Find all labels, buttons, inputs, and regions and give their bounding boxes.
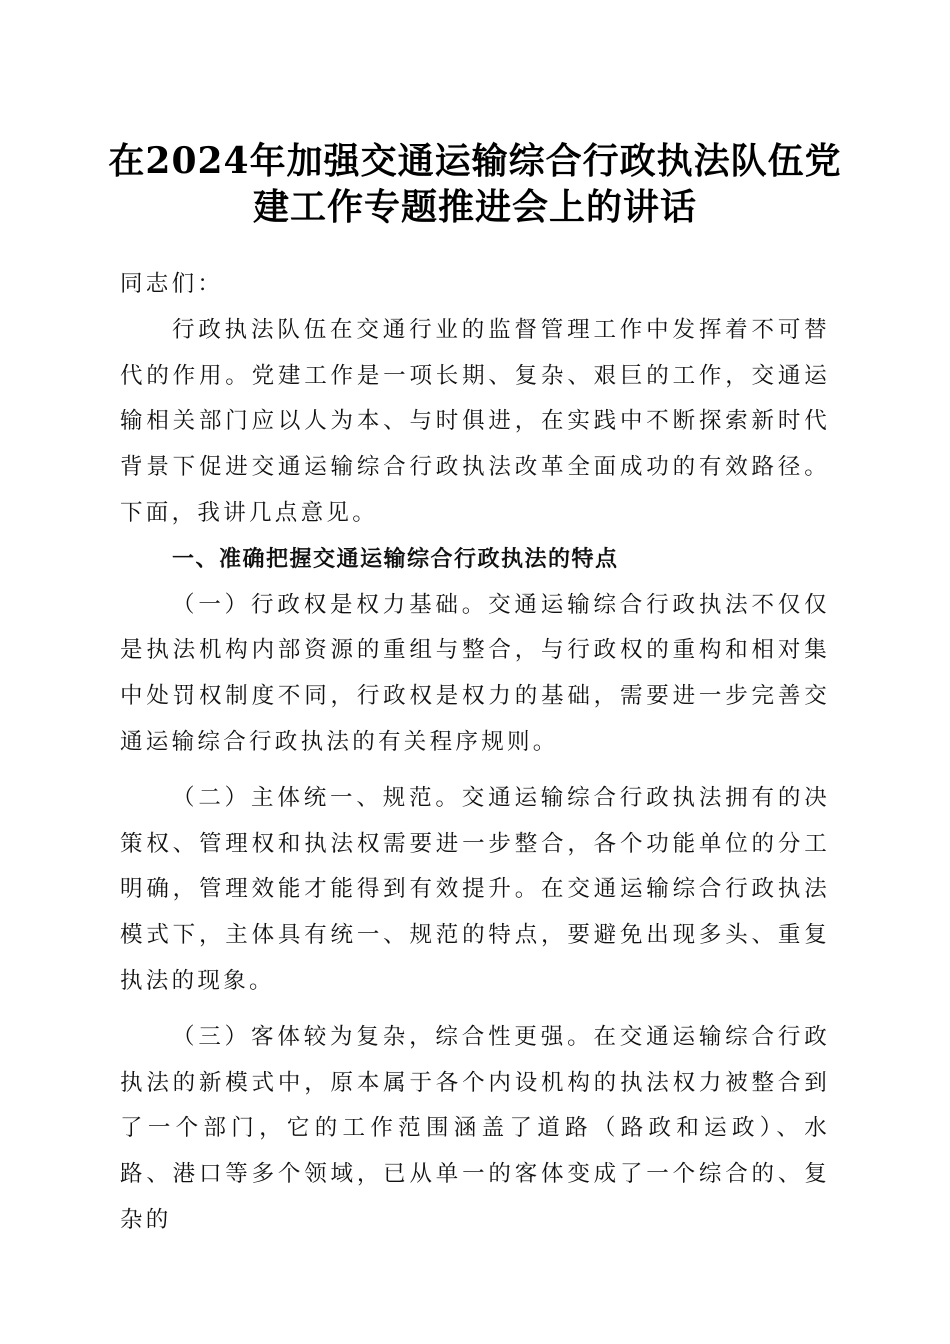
item-1-label: （一）行政权是权力基础。 <box>172 591 489 618</box>
salutation: 同志们： <box>120 271 224 297</box>
item-1-paragraph <box>120 583 830 766</box>
document-title-line-1: 在2024年加强交通运输综合行政执法队伍党 <box>108 140 842 182</box>
intro-paragraph: 行政执法队伍在交通行业的监督管理工作中发挥着不可替代的作用。党建工作是一项长期、复杂、艰巨的工作，交通运输相关部门应以人为本、与时俱进，在实践中不断探索新时代背景下促进交通运输综合行政执法改革全面成功的有效路径。下面，我讲几点意见。 <box>120 316 830 526</box>
item-1-text: 交通运输综合行政执法不仅仅是执法机构内部资源的重组与整合，与行政权的重构和相对集中处罚权制度不同，行政权是权力的基础，需要进一步完善交通运输综合行政执法的有关程序规则。 <box>120 591 830 755</box>
section-1-heading: 一、准确把握交通运输综合行政执法的特点 <box>172 546 619 572</box>
document-body <box>120 262 830 1244</box>
document-title-line-2: 建工作专题推进会上的讲话 <box>252 186 697 228</box>
item-3-label: （三）客体较为复杂，综合性更强。 <box>172 1023 594 1050</box>
item-2-label: （二）主体统一、规范。 <box>172 784 462 811</box>
item-2-paragraph <box>120 776 830 1005</box>
item-3-text: 在交通运输综合行政执法的新模式中，原本属于各个内设机构的执法权力被整合到了一个部门，它的工作范围涵盖了道路（路政和运政）、水路、港口等多个领域，已从单一的客体变成了一个综合的、复杂的 <box>120 1023 830 1233</box>
item-3-paragraph <box>120 1015 830 1244</box>
item-2-text: 交通运输综合行政执法拥有的决策权、管理权和执法权需要进一步整合，各个功能单位的分工明确，管理效能才能得到有效提升。在交通运输综合行政执法模式下，主体具有统一、规范的特点，要避免出现多头、重复执法的现象。 <box>120 784 830 994</box>
